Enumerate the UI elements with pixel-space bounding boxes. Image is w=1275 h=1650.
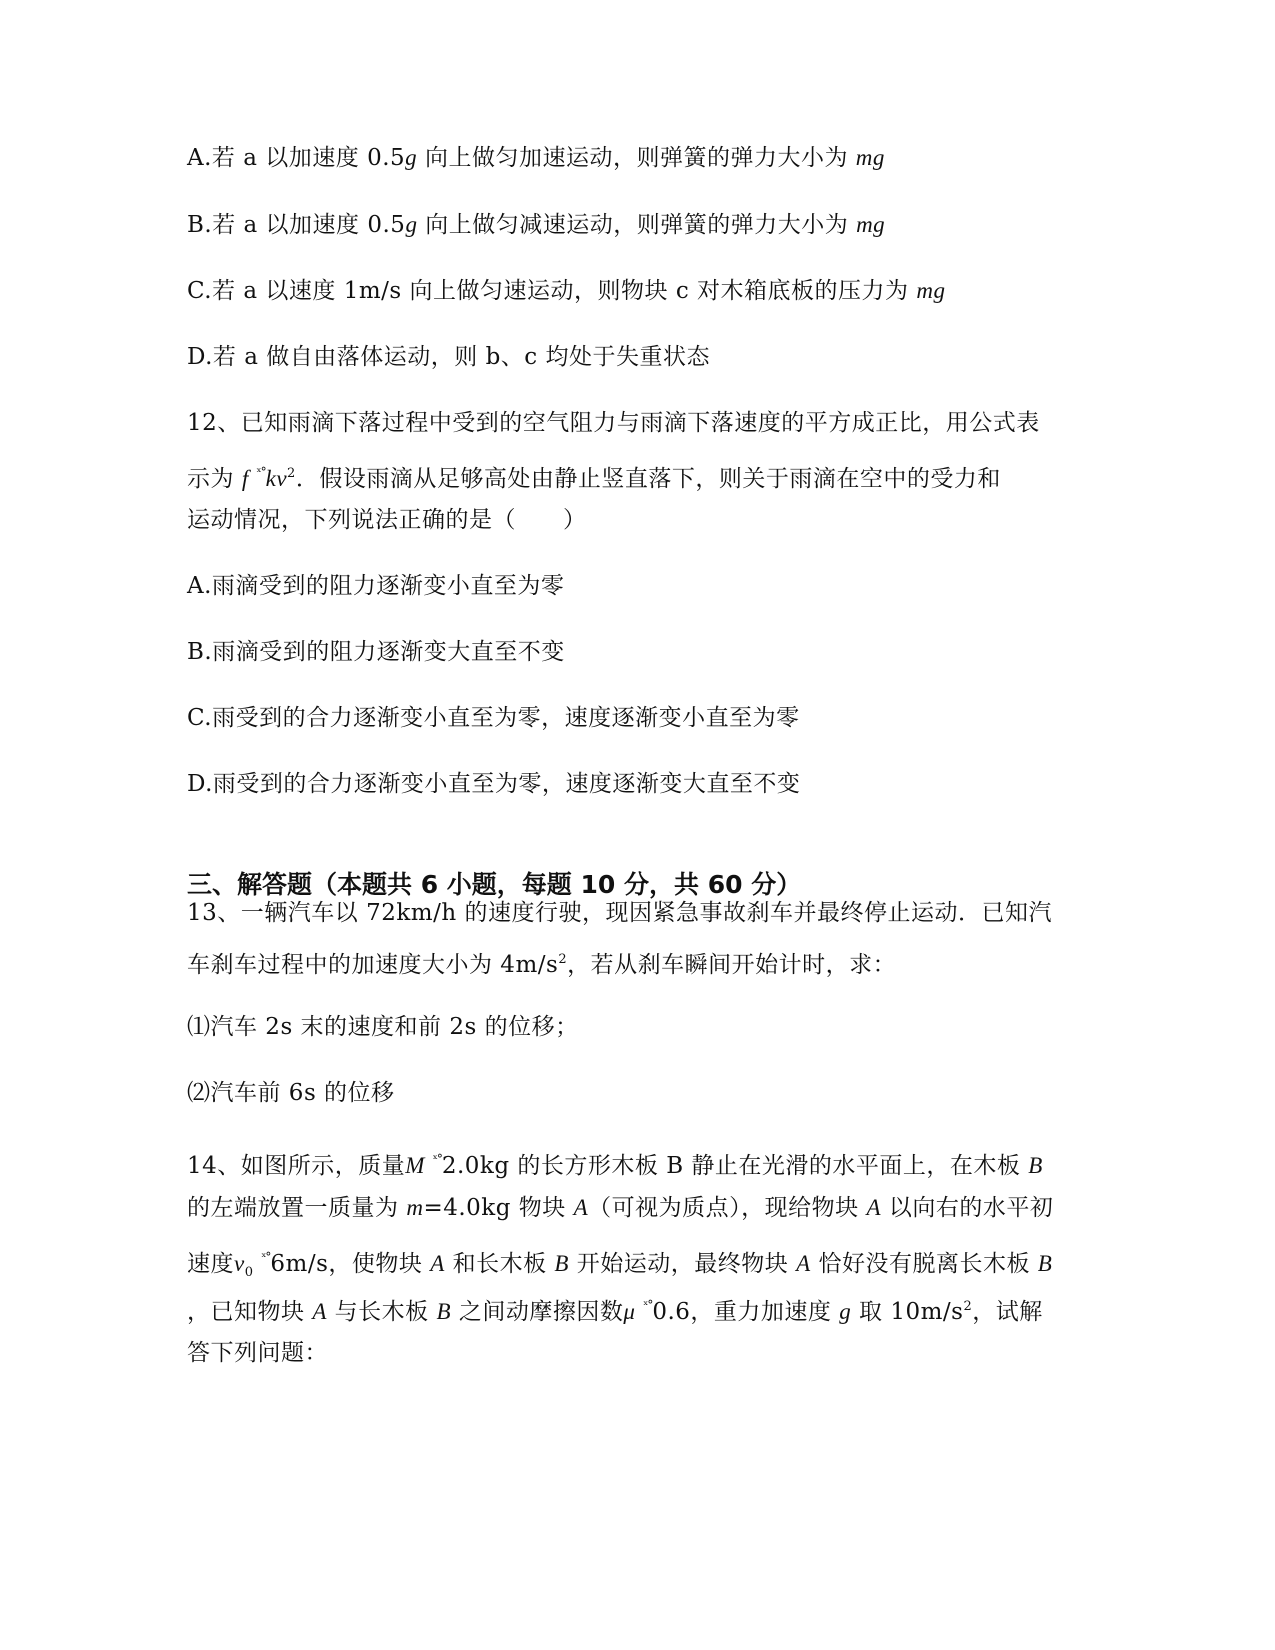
question-14-line3: 速度$v_0$ $^{ˣ^\circ}$6m/s，使物块 A 和长木板 B 开始运动，最终物块 A 恰好没有脱离长木板 B — [187, 1250, 1053, 1280]
question-13-sub2: ⑵汽车前 6s 的位移 — [187, 1080, 395, 1106]
question-12-line1: 12、已知雨滴下落过程中受到的空气阻力与雨滴下落速度的平方成正比，用公式表 — [187, 410, 1040, 436]
question-13-line1: 13、一辆汽车以 72km/h 的速度行驶，现因紧急事故刹车并最终停止运动．已知汽 — [187, 900, 1052, 926]
question-14-line2: 的左端放置一质量为 m=4.0kg 物块 A（可视为质点），现给物块 A 以向右的水平初 — [187, 1195, 1054, 1221]
question-14-line1: 14、如图所示，质量M $^{ˣ^\circ}$2.0kg 的长方形木板 B 静止在光滑的水平面上，在木板 B — [187, 1152, 1043, 1179]
option-11a: A.若 a 以加速度 0.5g 向上做匀加速运动，则弹簧的弹力大小为 mg — [187, 145, 885, 171]
option-12c: C.雨受到的合力逐渐变小直至为零，速度逐渐变小直至为零 — [187, 705, 800, 731]
option-11b: B.若 a 以加速度 0.5g 向上做匀减速运动，则弹簧的弹力大小为 mg — [187, 212, 886, 238]
option-12d: D.雨受到的合力逐渐变小直至为零，速度逐渐变大直至不变 — [187, 771, 801, 797]
section-heading: 三、解答题（本题共 6 小题，每题 10 分，共 60 分） — [187, 870, 802, 899]
question-14-line4: ，已知物块 A 与长木板 B 之间动摩擦因数μ $^{ˣ^\circ}$0.6，重力加速度 g 取 $10m/s^2$，试解 — [187, 1298, 1043, 1325]
question-13-sub1: ⑴汽车 2s 末的速度和前 2s 的位移； — [187, 1014, 579, 1040]
option-11d: D.若 a 做自由落体运动，则 b、c 均处于失重状态 — [187, 344, 710, 370]
question-13-line2: 车刹车过程中的加速度大小为 $4m/s^2$，若从刹车瞬间开始计时，求： — [187, 952, 897, 978]
option-12b: B.雨滴受到的阻力逐渐变大直至不变 — [187, 639, 565, 665]
option-11c: C.若 a 以速度 1m/s 向上做匀速运动，则物块 c 对木箱底板的压力为 mg — [187, 278, 946, 304]
option-12a: A.雨滴受到的阻力逐渐变小直至为零 — [187, 573, 565, 599]
question-12-line2: 示为 f $^{ˣ^\circ}kv^2$．假设雨滴从足够高处由静止竖直落下，则关于雨滴在空中的受力和 — [187, 465, 1001, 492]
question-14-line5: 答下列问题： — [187, 1340, 328, 1366]
question-12-line3: 运动情况，下列说法正确的是（ ） — [187, 507, 587, 533]
